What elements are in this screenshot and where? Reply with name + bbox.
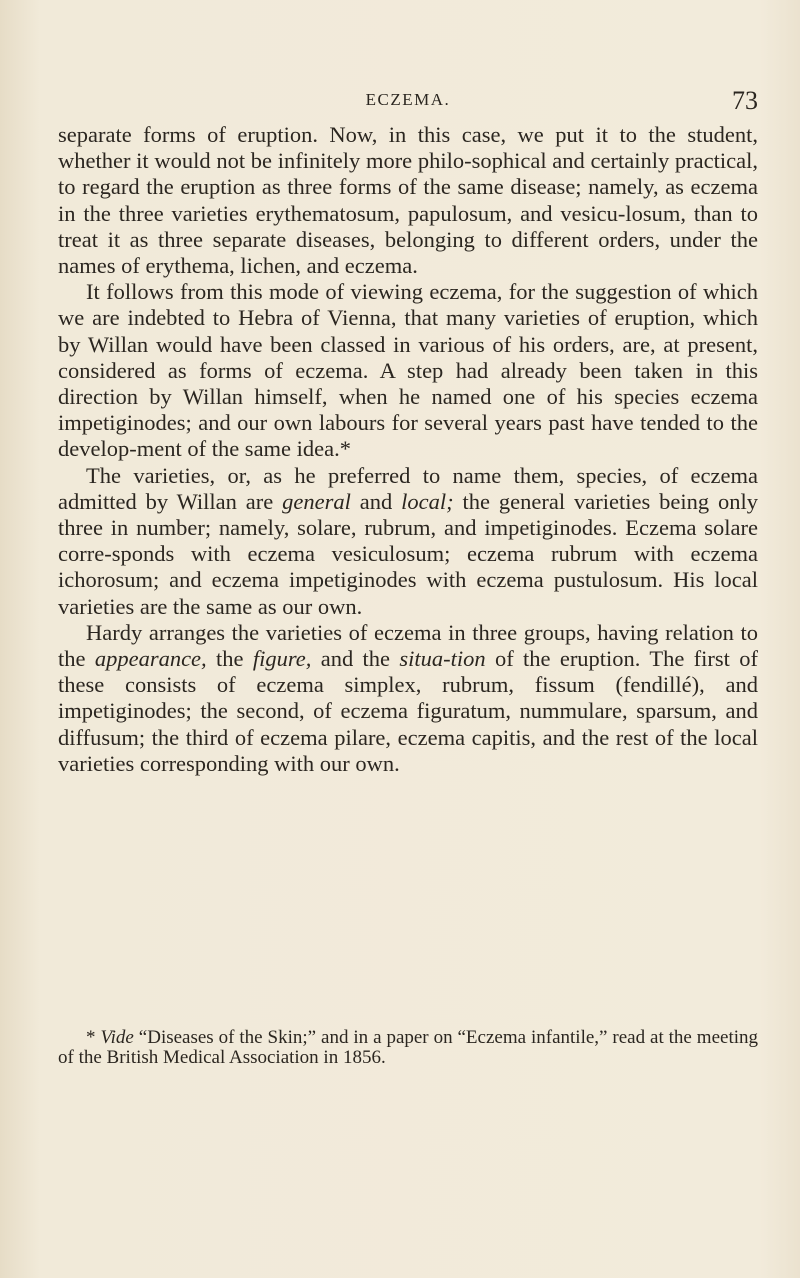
paragraph-3 (58, 463, 758, 620)
paragraph-1: separate forms of eruption. Now, in this case, we put it to the student, whether it would not be infinitely more philo-sophical and certainly practical, to regard the eruption as three forms of the same disease; namely, as eczema in the three varieties erythematosum, papulosum, and vesicu-losum, than to treat it as three separate diseases, belonging to different orders, under the names of erythema, lichen, and eczema. (58, 122, 758, 279)
paragraph-2: It follows from this mode of viewing eczema, for the suggestion of which we are indebted to Hebra of Vienna, that many varieties of eruption, which by Willan would have been classed in various of his orders, are, at present, considered as forms of eczema. A step had already been taken in this direction by Willan himself, when he named one of his species eczema impetiginodes; and our own labours for several years past have tended to the develop-ment of the same idea.* (58, 279, 758, 462)
paragraph-4 (58, 620, 758, 777)
footnote-text: “Diseases of the Skin;” and in a paper on “Eczema infantile,” read at the meeting of the British Medical Association in 1856. (58, 1027, 759, 1068)
page-header (58, 86, 758, 116)
body-text (58, 122, 758, 777)
paragraph-4-text-d: of the eruption. The first of these consists of eczema simplex, rubrum, fissum (fendillé), and impetiginodes; the second, of eczema figuratum, nummulare, sparsum, and diffusum; the third of eczema pilare, eczema capitis, and the rest of the local varieties corresponding with our own. (58, 646, 758, 776)
paragraph-3-text-a: The varieties, or, as he preferred to name them, species, of eczema admitted by Willan are (58, 462, 758, 514)
paragraph-4-text-c: and the (311, 646, 400, 672)
paragraph-4-italic-situation: situa-tion (399, 646, 486, 672)
footnote (58, 1028, 758, 1068)
paragraph-3-italic-local: local; (401, 488, 454, 514)
paragraph-4-italic-appearance: appearance, (94, 646, 207, 672)
paragraph-4-italic-figure: figure, (252, 646, 312, 672)
paragraph-4-text-a: Hardy arranges the varieties of eczema in three groups, having relation to the (58, 619, 758, 672)
paragraph-3-text-b: and (350, 488, 402, 514)
paragraph-3-italic-general: general (282, 488, 351, 514)
paragraph-4-text-b: the (206, 646, 253, 672)
footnote-marker: * (86, 1027, 101, 1048)
page-number: 73 (732, 86, 758, 115)
paragraph-3-text-c: the general varieties being only three in number; namely, solare, rubrum, and impetiginodes. Eczema solare corre-sponds with eczema vesiculosum; eczema rubrum with eczema ichorosum; and eczema impetiginodes with eczema pustulosum. His local varieties are the same as our own. (58, 488, 758, 619)
running-head: ECZEMA. (365, 90, 451, 109)
footnote-vide: Vide (100, 1027, 134, 1048)
